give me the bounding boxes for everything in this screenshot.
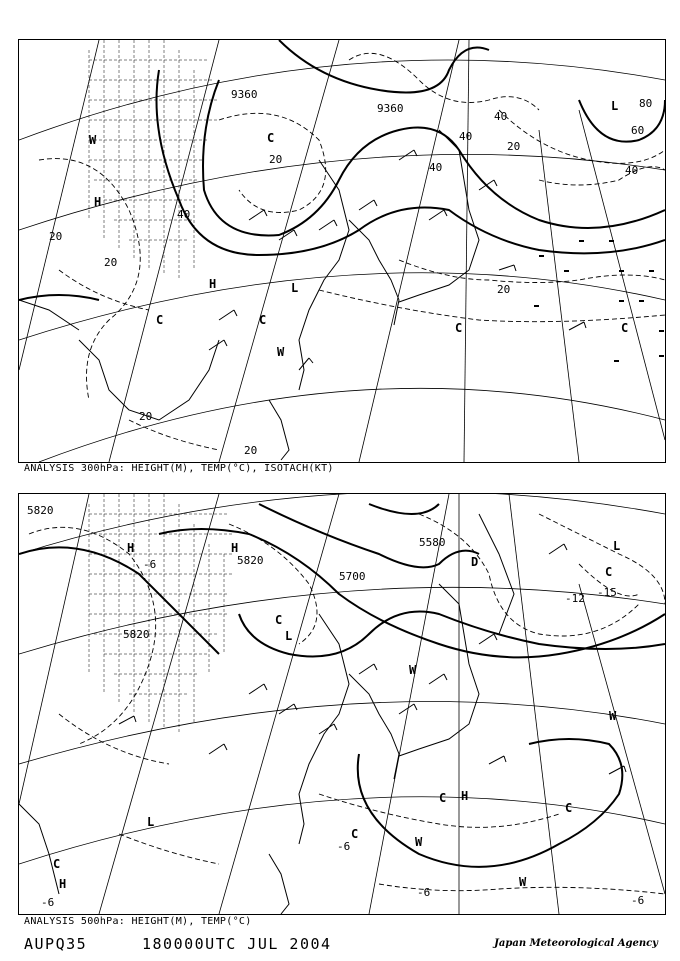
- isotach-label: 80: [639, 97, 653, 110]
- cold-marker: C: [605, 565, 613, 579]
- cold-marker: C: [275, 613, 283, 627]
- height-label: 9360: [377, 102, 404, 115]
- map-300hpa-canvas: [19, 40, 665, 462]
- height-label: 5700: [339, 570, 366, 583]
- isotach-label: 20: [269, 153, 283, 166]
- height-label: 9360: [231, 88, 258, 101]
- isotach-label: 40: [429, 161, 443, 174]
- map-500hpa: [18, 493, 666, 915]
- warm-marker: W: [409, 663, 417, 677]
- valid-time: 180000UTC JUL 2004: [142, 935, 332, 953]
- map-300hpa: [18, 39, 666, 463]
- cold-marker: C: [259, 313, 267, 327]
- cold-marker: C: [267, 131, 275, 145]
- isotach-label: 40: [494, 110, 508, 123]
- isotach-label: 20: [49, 230, 63, 243]
- low-marker: L: [285, 629, 293, 643]
- warm-marker: W: [89, 133, 97, 147]
- marker: D: [471, 555, 479, 569]
- coastlines: [19, 514, 514, 914]
- isotach-label: 20: [497, 283, 511, 296]
- map-500hpa-canvas: [19, 494, 665, 914]
- cold-marker: C: [53, 857, 61, 871]
- isotach-label: 40: [625, 164, 639, 177]
- cold-marker: C: [455, 321, 463, 335]
- temp-label: -6: [631, 894, 645, 907]
- cold-marker: C: [439, 791, 447, 805]
- height-label: 5820: [123, 628, 150, 641]
- isotach-label: 20: [244, 444, 258, 457]
- isotach-label: 20: [507, 140, 521, 153]
- warm-marker: W: [415, 835, 423, 849]
- high-marker: H: [209, 277, 217, 291]
- isotach-label: 40: [459, 130, 473, 143]
- isotach-label: 20: [139, 410, 153, 423]
- cold-marker: C: [351, 827, 359, 841]
- cold-marker: C: [156, 313, 164, 327]
- high-marker: H: [94, 195, 102, 209]
- map-300hpa-caption: ANALYSIS 300hPa: HEIGHT(M), TEMP(°C), ISOTACH(KT): [24, 463, 334, 474]
- high-marker: H: [59, 877, 67, 891]
- agency-name: Japan Meteorological Agency: [494, 938, 658, 949]
- isotach-label: 60: [631, 124, 645, 137]
- temp-label: -15: [597, 586, 617, 599]
- temp-label: -6: [41, 896, 55, 909]
- low-marker: L: [147, 815, 155, 829]
- high-marker: H: [461, 789, 469, 803]
- temp-label: -12: [565, 592, 585, 605]
- temp-label: -6: [417, 886, 431, 899]
- warm-marker: W: [609, 709, 617, 723]
- temp-label: -6: [337, 840, 351, 853]
- warm-marker: W: [519, 875, 527, 889]
- cold-marker: C: [621, 321, 629, 335]
- high-marker: H: [231, 541, 239, 555]
- terrain-hatching: [89, 40, 219, 280]
- product-code: AUPQ35: [24, 935, 88, 953]
- wind-barbs: [209, 150, 586, 370]
- isotach-label: 40: [177, 208, 191, 221]
- isotach-label: 20: [104, 256, 118, 269]
- low-marker: L: [613, 539, 621, 553]
- low-marker: L: [291, 281, 299, 295]
- low-marker: L: [611, 99, 619, 113]
- map-500hpa-caption: ANALYSIS 500hPa: HEIGHT(M), TEMP(°C): [24, 916, 252, 927]
- height-label: 5580: [419, 536, 446, 549]
- coastlines: [19, 130, 479, 460]
- warm-marker: W: [277, 345, 285, 359]
- high-marker: H: [127, 541, 135, 555]
- height-label: 5820: [237, 554, 264, 567]
- cold-marker: C: [565, 801, 573, 815]
- height-label: 5820: [27, 504, 54, 517]
- station-marks: [534, 240, 664, 362]
- temp-label: -6: [143, 558, 157, 571]
